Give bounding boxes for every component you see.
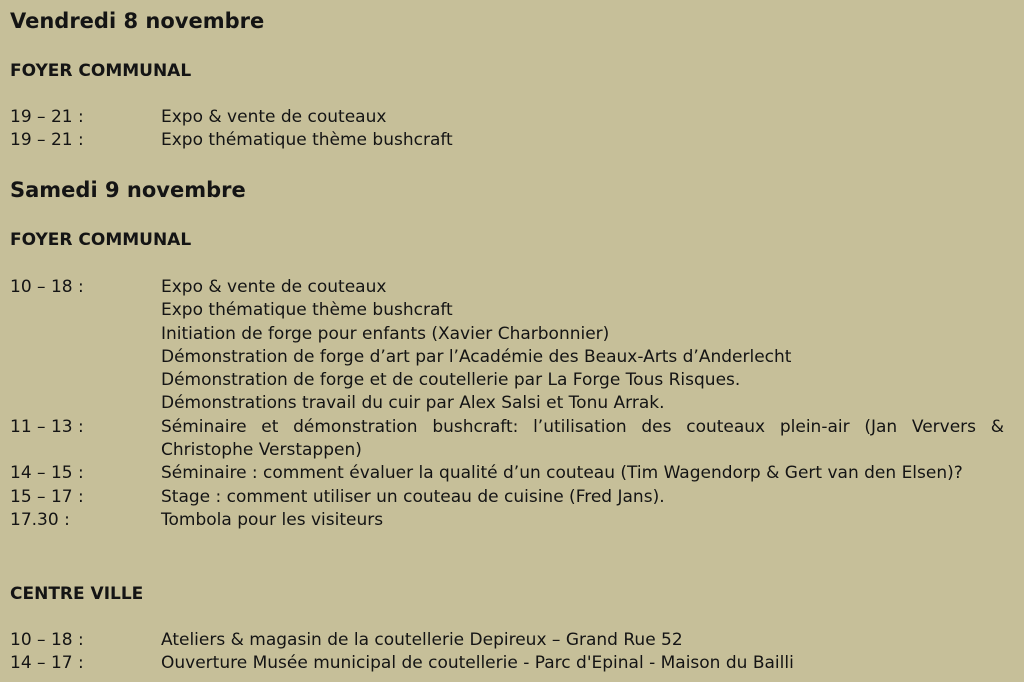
time-slot: 19 – 21 :: [10, 130, 84, 151]
venue-title-foyer-communal-vendredi: FOYER COMMUNAL: [10, 61, 192, 81]
activity-line: Expo thématique thème bushcraft: [161, 300, 453, 321]
activity-line: Expo & vente de couteaux: [161, 277, 387, 297]
activity-line: Expo & vente de couteaux: [161, 107, 387, 127]
day-title-samedi: Samedi 9 novembre: [10, 178, 246, 202]
activity: [161, 486, 1004, 509]
activity-line: Initiation de forge pour enfants (Xavier Charbonnier): [161, 323, 610, 344]
activity-line: Expo thématique thème bushcraft: [161, 130, 453, 151]
activity: [161, 509, 1004, 532]
day-title-vendredi: Vendredi 8 novembre: [10, 9, 265, 33]
activity: [161, 106, 1004, 129]
time-slot: 17.30 :: [10, 509, 70, 530]
activity-line: Démonstration de forge et de coutellerie par La Forge Tous Risques.: [161, 370, 741, 391]
venue-title-foyer-communal-samedi: FOYER COMMUNAL: [10, 230, 192, 250]
time-slot: 10 – 18 :: [10, 630, 84, 650]
schedule-row: [10, 486, 1004, 509]
schedule-row: [10, 416, 1004, 463]
schedule-block-centre-ville: [10, 629, 1004, 676]
time-slot: 11 – 13 :: [10, 416, 84, 437]
activity: [161, 129, 1004, 152]
time-slot: 10 – 18 :: [10, 277, 84, 297]
schedule-block-samedi-foyer: [10, 276, 1004, 532]
schedule-row: [10, 509, 1004, 532]
activity-line: Démonstrations travail du cuir par Alex Salsi et Tonu Arrak.: [161, 393, 665, 414]
activity: [161, 652, 1004, 675]
activity: [161, 276, 1004, 416]
activity: [161, 629, 1004, 652]
activity-line: Ateliers & magasin de la coutellerie Depireux – Grand Rue 52: [161, 630, 683, 650]
time-slot: 14 – 17 :: [10, 653, 84, 674]
schedule-row: [10, 129, 1004, 152]
activity: Séminaire : comment évaluer la qualité d’un couteau (Tim Wagendorp & Gert van den Elsen)?: [161, 463, 963, 484]
schedule-row: [10, 276, 1004, 416]
activity: Séminaire et démonstration bushcraft: l’utilisation des couteaux plein-air (Jan Ververs & Christophe Verstappen): [161, 416, 1004, 461]
time-slot: 15 – 17 :: [10, 486, 84, 507]
time-slot: 19 – 21 :: [10, 107, 84, 127]
time-slot: 14 – 15 :: [10, 463, 84, 484]
venue-title-centre-ville: CENTRE VILLE: [10, 584, 144, 604]
activity-line: Ouverture Musée municipal de coutellerie - Parc d'Epinal - Maison du Bailli: [161, 653, 794, 674]
activity-line: Stage : comment utiliser un couteau de cuisine (Fred Jans).: [161, 486, 665, 507]
activity-line: Tombola pour les visiteurs: [161, 509, 384, 530]
schedule-row: [10, 629, 1004, 652]
schedule-row: [10, 652, 1004, 675]
schedule-block-vendredi: [10, 106, 1004, 153]
activity-line: Démonstration de forge d’art par l’Académie des Beaux-Arts d’Anderlecht: [161, 346, 792, 367]
schedule-row: [10, 106, 1004, 129]
schedule-row: [10, 462, 1004, 485]
